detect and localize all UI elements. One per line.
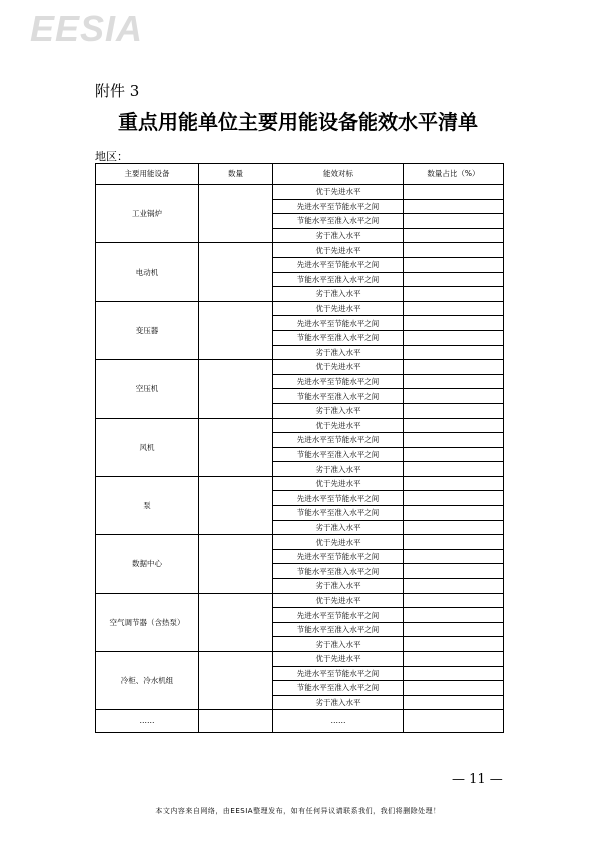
ratio-cell[interactable] xyxy=(404,330,504,345)
equipment-name: 空气调节器（含热泵） xyxy=(96,593,199,651)
benchmark-level: 优于先进水平 xyxy=(273,652,404,667)
benchmark-level: 优于先进水平 xyxy=(273,243,404,258)
ratio-cell[interactable] xyxy=(404,389,504,404)
footer-note: 本文内容来自网络，由EESIA整理发布，如有任何异议请联系我们，我们将删除处理！ xyxy=(155,807,441,815)
benchmark-level: 节能水平至准入水平之间 xyxy=(273,564,404,579)
benchmark-level: 劣于准入水平 xyxy=(273,520,404,535)
table-row xyxy=(96,185,504,200)
benchmark-level: 劣于准入水平 xyxy=(273,637,404,652)
benchmark-level: 劣于准入水平 xyxy=(273,462,404,477)
benchmark-level: 节能水平至准入水平之间 xyxy=(273,506,404,521)
ratio-cell[interactable] xyxy=(404,433,504,448)
ratio-cell[interactable] xyxy=(404,345,504,360)
quantity-cell[interactable] xyxy=(199,418,273,476)
ratio-cell[interactable] xyxy=(404,549,504,564)
benchmark-level: 先进水平至节能水平之间 xyxy=(273,433,404,448)
table-row xyxy=(96,652,504,667)
ratio-cell[interactable] xyxy=(404,608,504,623)
ratio-cell[interactable] xyxy=(404,199,504,214)
table-row-ellipsis xyxy=(96,710,504,733)
benchmark-level: 先进水平至节能水平之间 xyxy=(273,257,404,272)
eesia-logo: EESIA xyxy=(30,8,144,49)
ratio-cell[interactable] xyxy=(404,301,504,316)
ratio-cell[interactable] xyxy=(404,272,504,287)
benchmark-level: 先进水平至节能水平之间 xyxy=(273,491,404,506)
ratio-cell[interactable] xyxy=(404,185,504,200)
ellipsis-level: …… xyxy=(273,710,404,733)
benchmark-level: 优于先进水平 xyxy=(273,185,404,200)
ratio-cell[interactable] xyxy=(404,403,504,418)
ratio-cell[interactable] xyxy=(404,257,504,272)
ratio-cell[interactable] xyxy=(404,593,504,608)
equipment-name: 风机 xyxy=(96,418,199,476)
table-row xyxy=(96,418,504,433)
table-header-row xyxy=(96,164,504,185)
ratio-cell[interactable] xyxy=(404,666,504,681)
ellipsis-equipment: …… xyxy=(96,710,199,733)
region-label: 地区： xyxy=(95,150,128,163)
table-row xyxy=(96,476,504,491)
benchmark-level: 节能水平至准入水平之间 xyxy=(273,447,404,462)
equipment-name: 泵 xyxy=(96,476,199,534)
attachment-label: 附件 3 xyxy=(95,82,140,100)
equipment-name: 工业锅炉 xyxy=(96,185,199,243)
header-benchmark: 能效对标 xyxy=(273,164,404,185)
equipment-name: 电动机 xyxy=(96,243,199,301)
benchmark-level: 先进水平至节能水平之间 xyxy=(273,608,404,623)
header-equipment: 主要用能设备 xyxy=(96,164,199,185)
benchmark-level: 先进水平至节能水平之间 xyxy=(273,316,404,331)
ratio-cell[interactable] xyxy=(404,637,504,652)
table-row xyxy=(96,301,504,316)
ratio-cell[interactable] xyxy=(404,228,504,243)
benchmark-level: 优于先进水平 xyxy=(273,535,404,550)
table-row xyxy=(96,593,504,608)
ratio-cell[interactable] xyxy=(404,564,504,579)
benchmark-level: 先进水平至节能水平之间 xyxy=(273,199,404,214)
benchmark-level: 节能水平至准入水平之间 xyxy=(273,330,404,345)
ratio-cell[interactable] xyxy=(404,622,504,637)
ratio-cell[interactable] xyxy=(404,287,504,302)
benchmark-level: 劣于准入水平 xyxy=(273,403,404,418)
ratio-cell[interactable] xyxy=(404,652,504,667)
ratio-cell[interactable] xyxy=(404,418,504,433)
ratio-cell[interactable] xyxy=(404,360,504,375)
page-number: — 11 — xyxy=(452,772,503,787)
quantity-cell[interactable] xyxy=(199,243,273,301)
ratio-cell[interactable] xyxy=(404,506,504,521)
equipment-name: 空压机 xyxy=(96,360,199,418)
quantity-cell[interactable] xyxy=(199,710,273,733)
ratio-cell[interactable] xyxy=(404,374,504,389)
ratio-cell[interactable] xyxy=(404,491,504,506)
quantity-cell[interactable] xyxy=(199,593,273,651)
equipment-name: 变压器 xyxy=(96,301,199,359)
benchmark-level: 节能水平至准入水平之间 xyxy=(273,681,404,696)
ratio-cell[interactable] xyxy=(404,681,504,696)
ratio-cell[interactable] xyxy=(404,462,504,477)
benchmark-level: 先进水平至节能水平之间 xyxy=(273,374,404,389)
benchmark-level: 劣于准入水平 xyxy=(273,287,404,302)
benchmark-level: 先进水平至节能水平之间 xyxy=(273,549,404,564)
benchmark-level: 劣于准入水平 xyxy=(273,579,404,594)
benchmark-level: 优于先进水平 xyxy=(273,360,404,375)
page-title: 重点用能单位主要用能设备能效水平清单 xyxy=(118,110,478,134)
benchmark-level: 劣于准入水平 xyxy=(273,228,404,243)
benchmark-level: 优于先进水平 xyxy=(273,593,404,608)
equipment-name: 数据中心 xyxy=(96,535,199,593)
benchmark-level: 节能水平至准入水平之间 xyxy=(273,214,404,229)
ratio-cell[interactable] xyxy=(404,710,504,733)
equipment-table xyxy=(95,163,504,733)
ratio-cell[interactable] xyxy=(404,447,504,462)
header-quantity: 数量 xyxy=(199,164,273,185)
quantity-cell[interactable] xyxy=(199,535,273,593)
benchmark-level: 劣于准入水平 xyxy=(273,695,404,710)
ratio-cell[interactable] xyxy=(404,535,504,550)
benchmark-level: 优于先进水平 xyxy=(273,476,404,491)
quantity-cell[interactable] xyxy=(199,185,273,243)
table-row xyxy=(96,535,504,550)
ratio-cell[interactable] xyxy=(404,520,504,535)
header-ratio: 数量占比（%） xyxy=(404,164,504,185)
ratio-cell[interactable] xyxy=(404,579,504,594)
benchmark-level: 优于先进水平 xyxy=(273,418,404,433)
benchmark-level: 节能水平至准入水平之间 xyxy=(273,622,404,637)
benchmark-level: 节能水平至准入水平之间 xyxy=(273,389,404,404)
table-row xyxy=(96,243,504,258)
equipment-name: 冷柜、冷水机组 xyxy=(96,652,199,710)
ratio-cell[interactable] xyxy=(404,214,504,229)
quantity-cell[interactable] xyxy=(199,476,273,534)
ratio-cell[interactable] xyxy=(404,476,504,491)
quantity-cell[interactable] xyxy=(199,301,273,359)
benchmark-level: 优于先进水平 xyxy=(273,301,404,316)
benchmark-level: 先进水平至节能水平之间 xyxy=(273,666,404,681)
benchmark-level: 节能水平至准入水平之间 xyxy=(273,272,404,287)
ratio-cell[interactable] xyxy=(404,316,504,331)
table-row xyxy=(96,360,504,375)
benchmark-level: 劣于准入水平 xyxy=(273,345,404,360)
quantity-cell[interactable] xyxy=(199,652,273,710)
quantity-cell[interactable] xyxy=(199,360,273,418)
ratio-cell[interactable] xyxy=(404,243,504,258)
ratio-cell[interactable] xyxy=(404,695,504,710)
